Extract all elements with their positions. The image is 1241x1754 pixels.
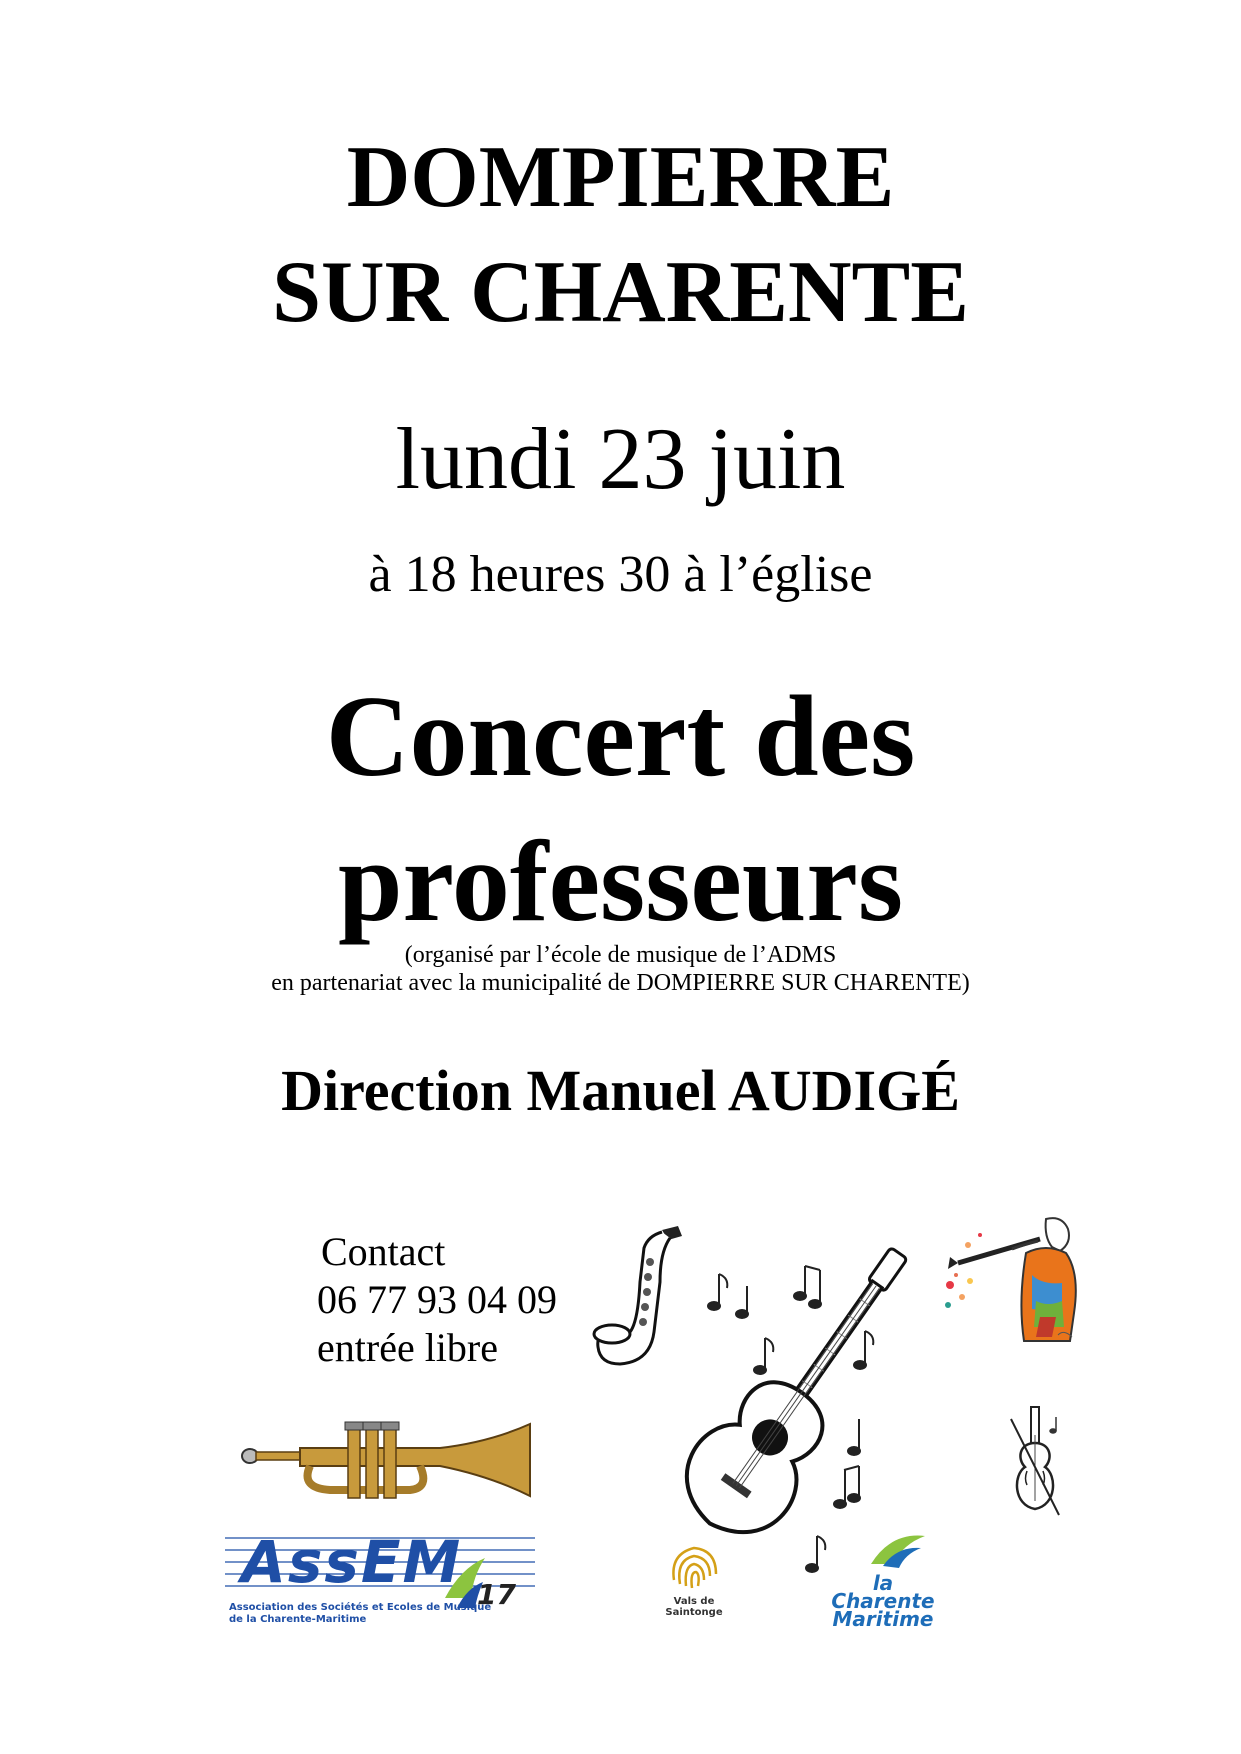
charente-maritime-logo	[825, 1530, 945, 1630]
vals-logo-line-1: Vals de	[673, 1596, 715, 1607]
concert-title-line-1: Concert des	[325, 673, 916, 801]
contact-block	[317, 1228, 557, 1372]
vals-logo-line-2: Saintonge	[665, 1607, 723, 1618]
guitar-icon	[680, 1240, 910, 1560]
contact-phone: 06 77 93 04 09	[317, 1277, 557, 1322]
assem-subtitle-line-1: Association des Sociétés et Ecoles de Musique	[229, 1602, 492, 1613]
contact-label: Contact	[321, 1229, 446, 1274]
assem-logo-letters: AssEM	[241, 1528, 463, 1596]
town-line-2: SUR CHARENTE	[272, 244, 969, 341]
trumpet-icon	[240, 1418, 540, 1508]
direction-credit: Direction Manuel AUDIGÉ	[281, 1058, 960, 1123]
organizer-line-1: (organisé par l’école de musique de l’ADMS	[404, 942, 837, 968]
assem-logo	[225, 1528, 545, 1630]
assem-subtitle-line-2: de la Charente-Maritime	[229, 1614, 367, 1625]
bird-icon	[863, 1530, 933, 1570]
assem-logo-number: 17	[477, 1578, 516, 1611]
cm-logo-line-2: Charente	[831, 1589, 935, 1613]
fingerprint-icon	[666, 1540, 722, 1596]
violin-icon	[1005, 1405, 1065, 1535]
clarinet-player-icon	[940, 1205, 1090, 1355]
event-date: lundi 23 juin	[395, 411, 846, 508]
entry-info: entrée libre	[317, 1325, 498, 1370]
cm-logo-line-1: la	[872, 1571, 894, 1595]
concert-title-line-2: professeurs	[338, 818, 903, 946]
vals-de-saintonge-logo	[658, 1540, 730, 1626]
town-line-1: DOMPIERRE	[346, 129, 895, 226]
event-time-place: à 18 heures 30 à l’église	[368, 546, 873, 603]
organizer-line-2: en partenariat avec la municipalité de DOMPIERRE SUR CHARENTE)	[271, 970, 970, 996]
cm-logo-line-3: Maritime	[832, 1607, 934, 1631]
